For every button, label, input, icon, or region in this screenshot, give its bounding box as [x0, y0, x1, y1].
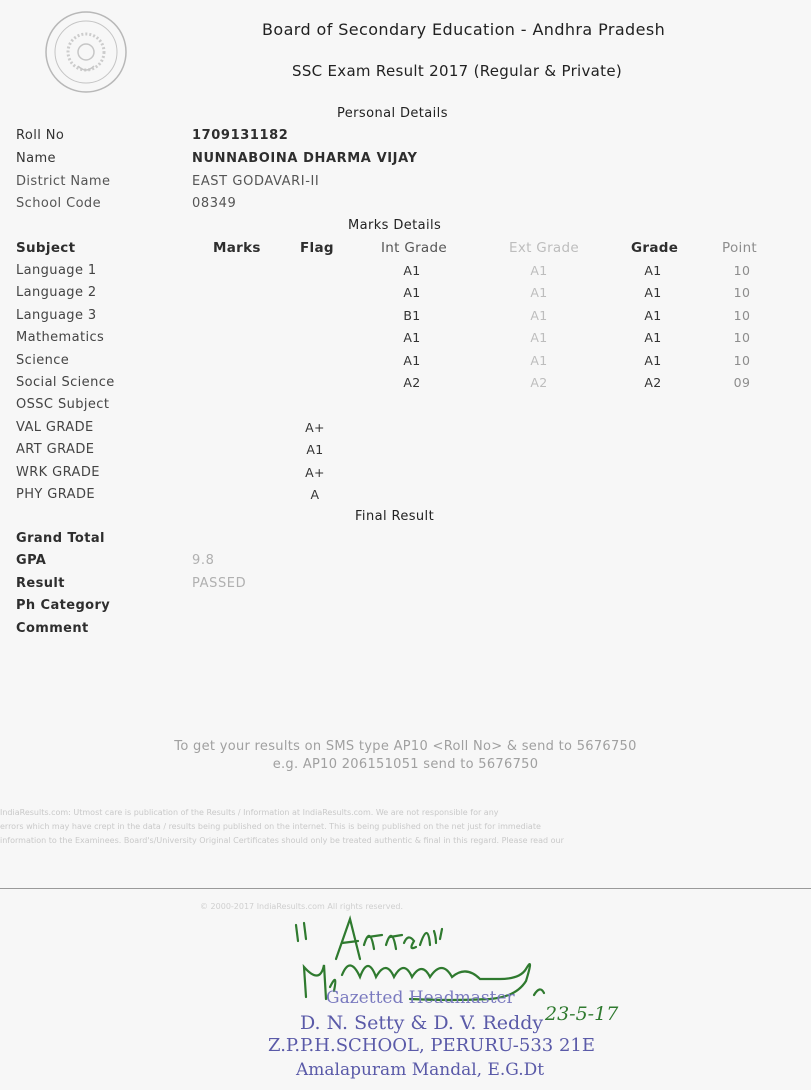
marks-row-ext: A1 [530, 285, 548, 300]
marks-row-point: 09 [733, 375, 751, 390]
marks-row-point: 10 [733, 263, 751, 278]
gpa-label: GPA [16, 553, 47, 568]
attestation-date: 23-5-17 [545, 1003, 619, 1025]
name-value: NUNNABOINA DHARMA VIJAY [192, 151, 418, 166]
stamp-line3: Z.P.P.H.SCHOOL, PERURU-533 21E [268, 1035, 595, 1056]
ext-grade-header: Ext Grade [509, 240, 579, 256]
marks-row-point: 10 [733, 285, 751, 300]
marks-row-int: A1 [403, 353, 421, 368]
marks-row-ext: A1 [530, 263, 548, 278]
marks-row-flag: A1 [306, 442, 324, 457]
marks-row-ext: A2 [530, 375, 548, 390]
stamp-line4: Amalapuram Mandal, E.G.Dt [296, 1060, 545, 1080]
disclaimer-line1: IndiaResults.com: Utmost care is publication of the Results / Information at IndiaResults.com. We are not responsible for any [0, 808, 499, 817]
marks-row-subject: ART GRADE [16, 442, 95, 457]
sms-info-line1: To get your results on SMS type AP10 <Roll No> & send to 5676750 [174, 739, 637, 754]
marks-row-grade: A1 [644, 263, 662, 278]
marks-row-subject: Language 3 [16, 308, 97, 323]
roll-no-value: 1709131182 [192, 128, 289, 143]
point-header: Point [722, 240, 758, 256]
marks-row-int: A1 [403, 263, 421, 278]
result-label: Result [16, 576, 65, 591]
marks-row-subject: WRK GRADE [16, 465, 100, 480]
gpa-value: 9.8 [192, 553, 215, 568]
marks-row-ext: A1 [530, 330, 548, 345]
name-label: Name [16, 151, 56, 166]
marks-details-heading: Marks Details [348, 218, 442, 233]
copyright-text: © 2000-2017 IndiaResults.com All rights reserved. [200, 902, 404, 911]
subject-header: Subject [16, 240, 76, 256]
marks-row-grade: A2 [644, 375, 662, 390]
footer-divider [0, 888, 811, 889]
school-code-value: 08349 [192, 196, 237, 211]
marks-row-subject: Language 1 [16, 263, 97, 278]
marks-row-subject: OSSC Subject [16, 397, 110, 412]
school-code-label: School Code [16, 196, 101, 211]
exam-title: SSC Exam Result 2017 (Regular & Private) [292, 62, 623, 80]
stamp-line2: D. N. Setty & D. V. Reddy [300, 1012, 544, 1034]
marks-row-grade: A1 [644, 308, 662, 323]
marks-row-subject: Social Science [16, 375, 115, 390]
marks-row-grade: A1 [644, 330, 662, 345]
marks-header: Marks [213, 240, 261, 256]
marks-row-int: A1 [403, 285, 421, 300]
marks-row-int: B1 [403, 308, 421, 323]
marks-row-point: 10 [733, 353, 751, 368]
result-value: PASSED [192, 576, 247, 591]
marks-row-grade: A1 [644, 285, 662, 300]
ph-category-label: Ph Category [16, 598, 111, 613]
marks-row-point: 10 [733, 308, 751, 323]
disclaimer-line2: errors which may have crept in the data / results being published on the internet. This is being published on the net just for immediate [0, 822, 541, 831]
marks-row-ext: A1 [530, 308, 548, 323]
marks-row-subject: PHY GRADE [16, 487, 95, 502]
marks-row-subject: VAL GRADE [16, 420, 94, 435]
grade-header: Grade [631, 240, 679, 256]
marks-row-flag: A+ [305, 465, 325, 480]
district-label: District Name [16, 174, 111, 189]
roll-no-label: Roll No [16, 128, 65, 143]
personal-details-heading: Personal Details [337, 106, 448, 121]
marks-row-grade: A1 [644, 353, 662, 368]
marks-row-subject: Language 2 [16, 285, 97, 300]
marks-row-flag: A [310, 487, 320, 502]
marks-row-flag: A+ [305, 420, 325, 435]
disclaimer-line3: information to the Examinees. Board's/University Original Certificates should only be treated authentic & final in this regard. Please read our [0, 836, 564, 845]
marks-row-ext: A1 [530, 353, 548, 368]
marks-row-int: A1 [403, 330, 421, 345]
comment-label: Comment [16, 621, 89, 636]
marks-row-subject: Mathematics [16, 330, 105, 345]
marks-row-subject: Science [16, 353, 70, 368]
board-title: Board of Secondary Education - Andhra Pradesh [262, 20, 666, 39]
int-grade-header: Int Grade [381, 240, 447, 256]
flag-header: Flag [300, 240, 334, 256]
board-seal-logo [42, 8, 130, 96]
grand-total-label: Grand Total [16, 531, 105, 546]
marks-row-int: A2 [403, 375, 421, 390]
final-result-heading: Final Result [355, 509, 435, 524]
sms-info-line2: e.g. AP10 206151051 send to 5676750 [272, 757, 539, 772]
stamp-line1: Gazetted Headmaster [326, 988, 515, 1008]
district-value: EAST GODAVARI-II [192, 174, 320, 189]
marks-row-point: 10 [733, 330, 751, 345]
